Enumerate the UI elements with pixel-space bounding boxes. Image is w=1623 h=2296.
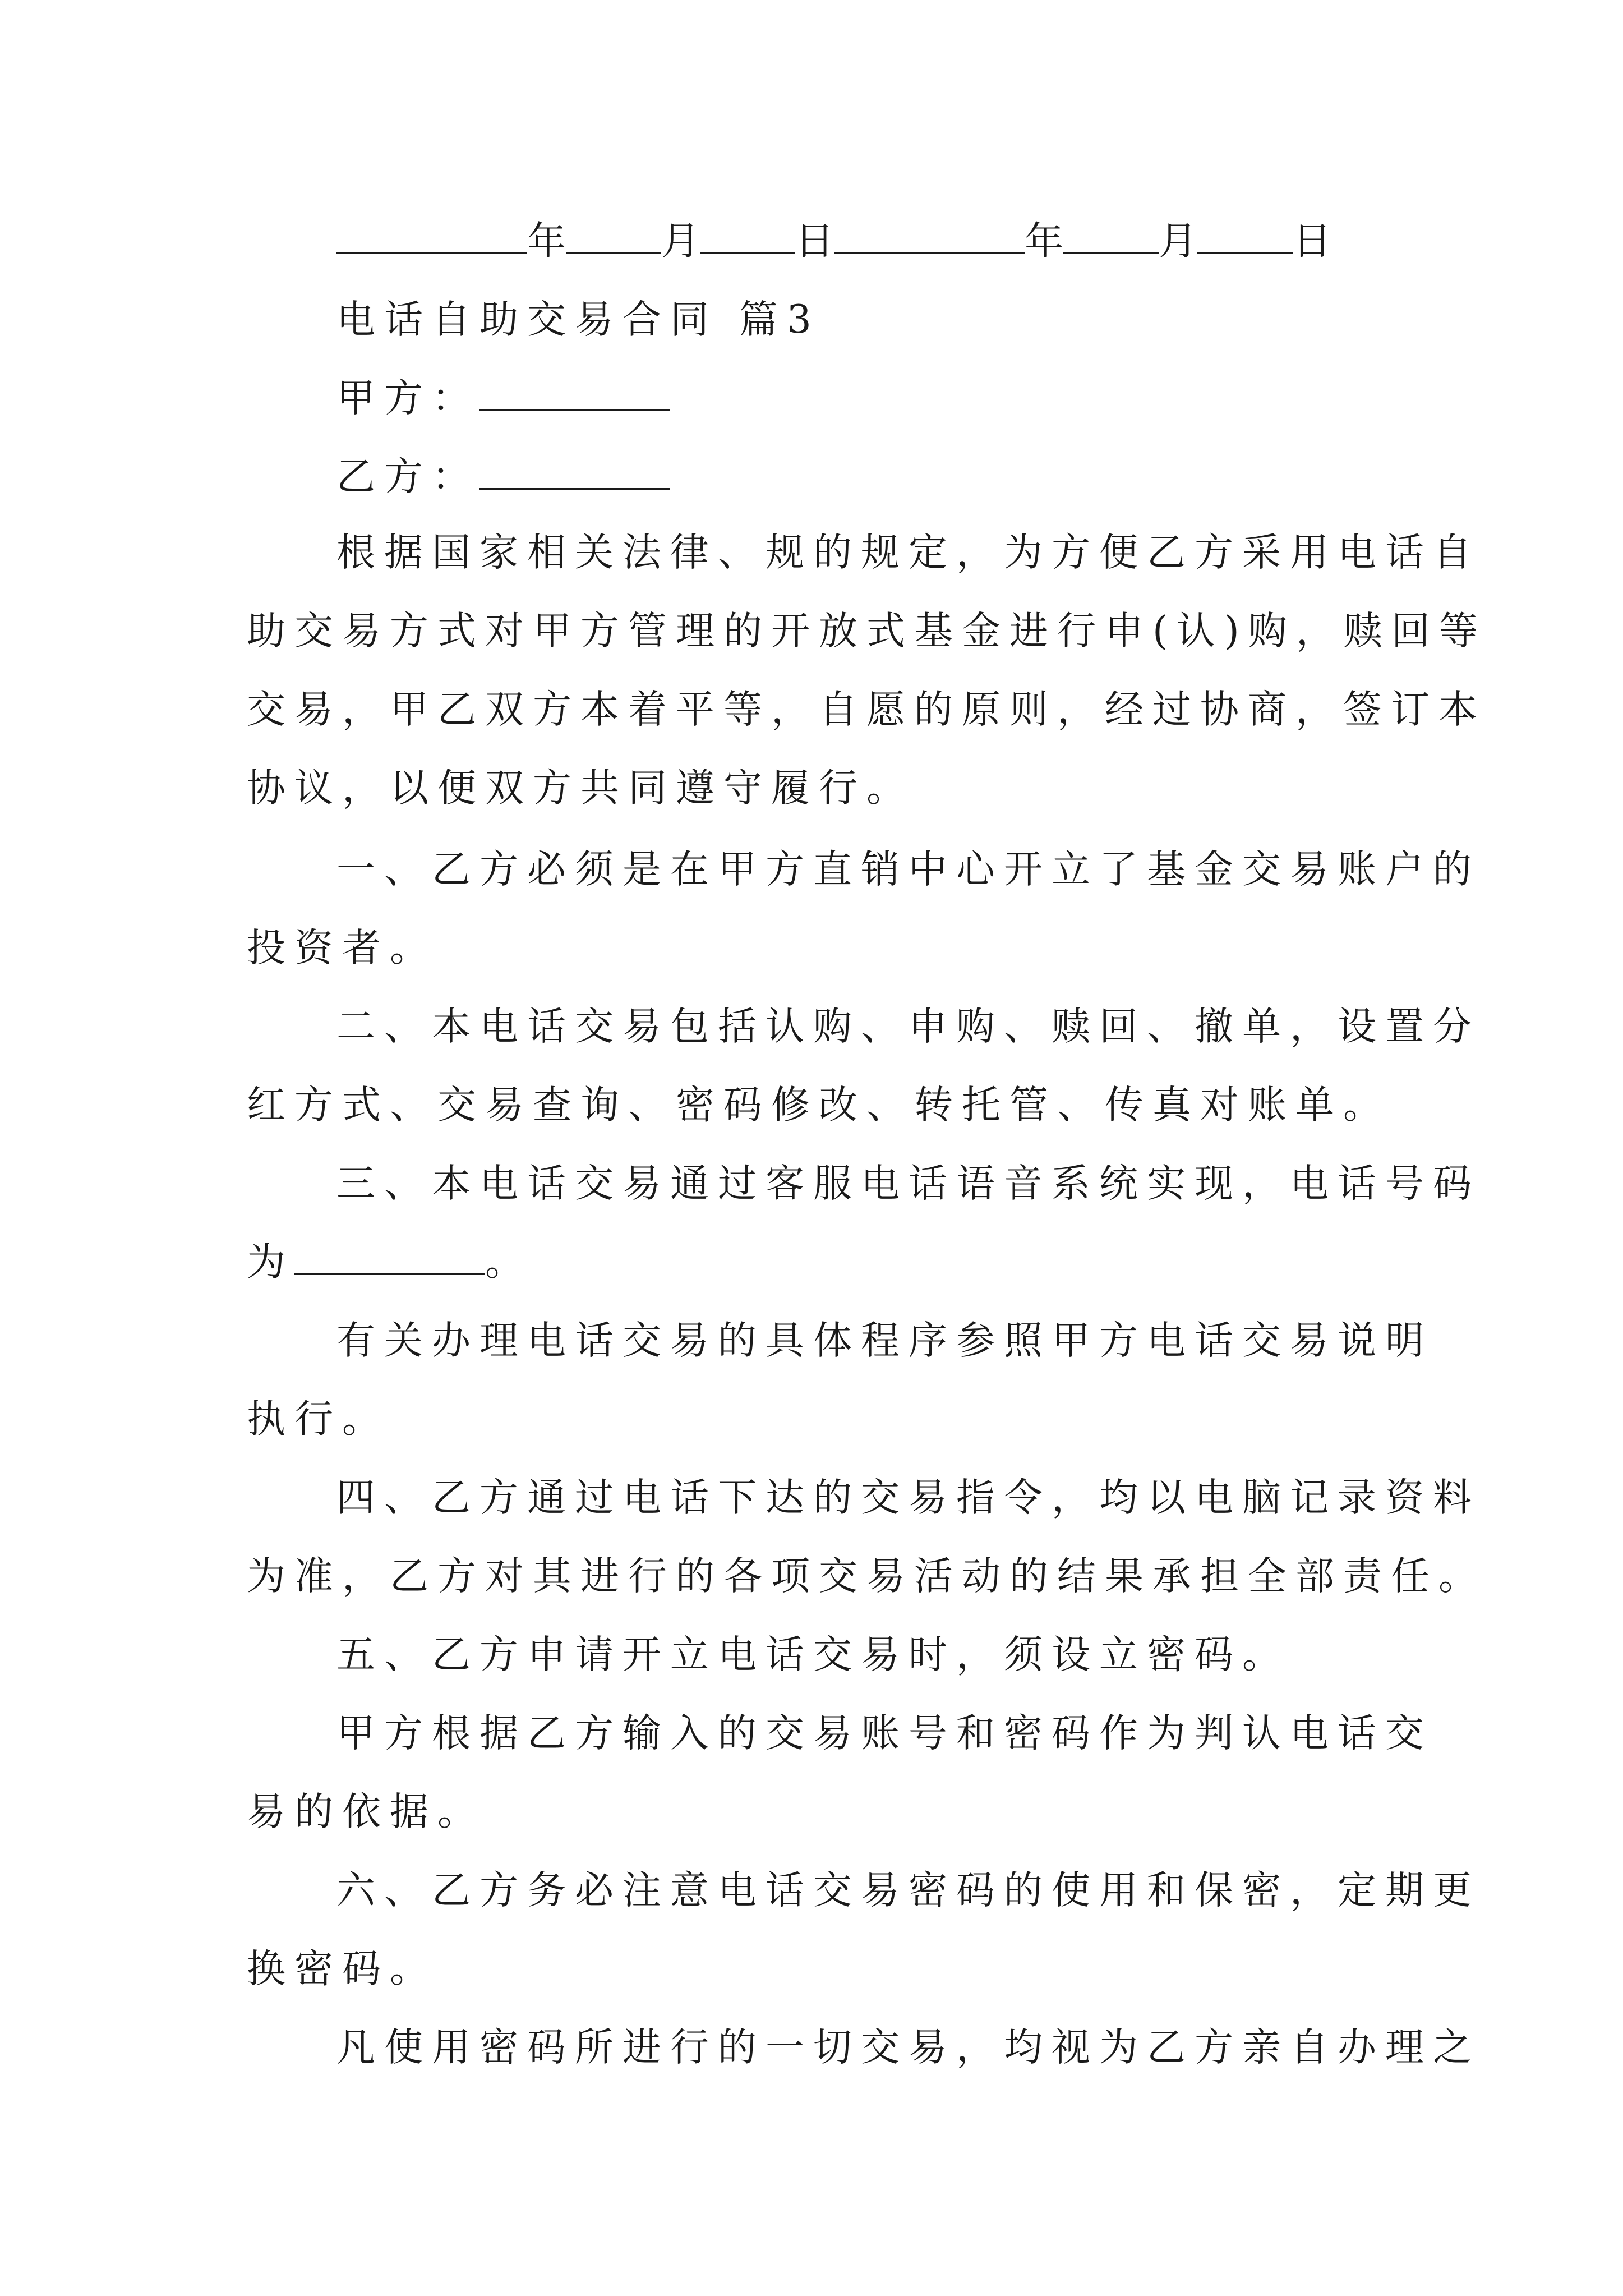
year-blank-1 — [336, 218, 527, 254]
paragraph-line: 换密码。 — [247, 1947, 437, 1991]
paragraph-line: 凡使用密码所进行的一切交易，均视为乙方亲自办理之 — [336, 2025, 1481, 2070]
paragraph-line: 交易，甲乙双方本着平等，自愿的原则，经过协商，签订本 — [247, 687, 1486, 732]
month-blank-1 — [566, 218, 661, 254]
party-a-line — [336, 370, 1396, 426]
paragraph-line: 一、乙方必须是在甲方直销中心开立了基金交易账户的 — [336, 847, 1481, 892]
party-b-blank — [479, 453, 670, 490]
paragraph-line: 二、本电话交易包括认购、申购、赎回、撤单，设置分 — [336, 1004, 1481, 1049]
party-b-label: 乙方： — [336, 454, 479, 499]
paragraph-line: 易的依据。 — [247, 1789, 485, 1834]
party-b-line — [336, 449, 1396, 505]
party-a-blank — [479, 375, 670, 411]
day-label-1: 日 — [795, 219, 834, 264]
phone-number-blank — [294, 1239, 485, 1275]
year-blank-2 — [834, 218, 1025, 254]
paragraph-line: 执行。 — [247, 1397, 390, 1442]
paragraph-line: 六、乙方务必注意电话交易密码的使用和保密，定期更 — [336, 1868, 1481, 1913]
day-blank-2 — [1197, 218, 1293, 254]
paragraph-line: 三、本电话交易通过客服电话语音系统实现，电话号码 — [336, 1161, 1481, 1206]
paragraph-line: 甲方根据乙方输入的交易账号和密码作为判认电话交 — [336, 1711, 1433, 1756]
day-label-2: 日 — [1293, 219, 1331, 264]
paragraph-line: 投资者。 — [247, 926, 437, 970]
phone-prefix: 为 — [247, 1240, 294, 1285]
phone-number-line — [247, 1234, 1396, 1290]
year-label-1: 年 — [527, 219, 566, 264]
paragraph-line: 五、乙方申请开立电话交易时，须设立密码。 — [336, 1632, 1290, 1677]
day-blank-1 — [700, 218, 795, 254]
month-blank-2 — [1063, 218, 1159, 254]
paragraph-line: 为准，乙方对其进行的各项交易活动的结果承担全部责任。 — [247, 1554, 1486, 1599]
month-label-1: 月 — [661, 219, 700, 264]
month-label-2: 月 — [1159, 219, 1197, 264]
phone-suffix: 。 — [485, 1240, 533, 1285]
paragraph-line: 根据国家相关法律、规的规定，为方便乙方采用电话自 — [336, 530, 1481, 575]
paragraph-line: 红方式、交易查询、密码修改、转托管、传真对账单。 — [247, 1083, 1391, 1128]
paragraph-line: 四、乙方通过电话下达的交易指令，均以电脑记录资料 — [336, 1475, 1481, 1520]
paragraph-line: 有关办理电话交易的具体程序参照甲方电话交易说明 — [336, 1318, 1433, 1363]
contract-title: 电话自助交易合同 篇3 — [336, 297, 820, 342]
year-label-2: 年 — [1025, 219, 1063, 264]
party-a-label: 甲方： — [336, 376, 479, 421]
signature-date-line — [336, 213, 1331, 269]
paragraph-line: 助交易方式对甲方管理的开放式基金进行申(认)购，赎回等 — [247, 609, 1487, 654]
paragraph-line: 协议，以便双方共同遵守履行。 — [247, 766, 914, 811]
